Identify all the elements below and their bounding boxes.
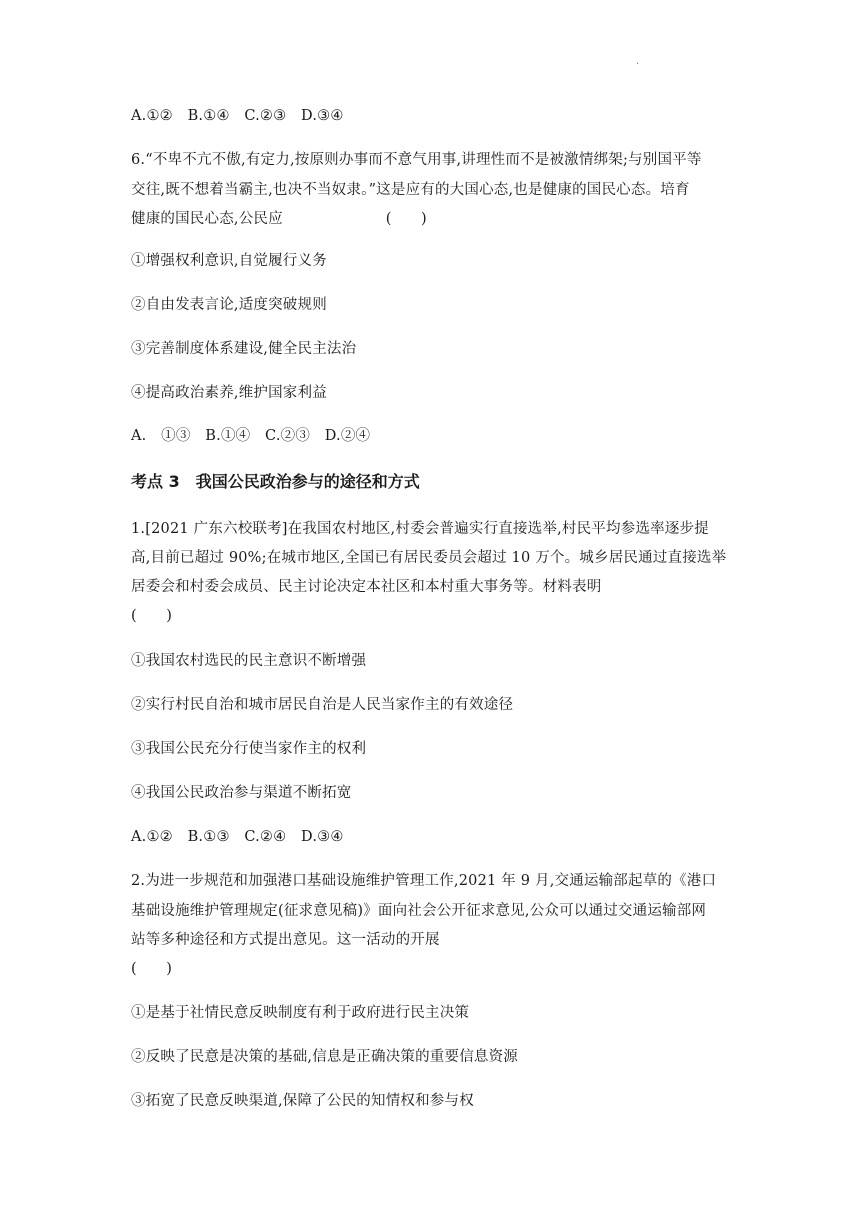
q6-item-1: ①增强权利意识,自觉履行义务: [131, 253, 327, 269]
q2-item-2: ②反映了民意是决策的基础,信息是正确决策的重要信息资源: [131, 1049, 519, 1065]
q1-item-3: ③我国公民充分行使当家作主的权利: [131, 741, 367, 757]
q6-stem-line-2: 交往,既不想着当霸主,也决不当奴隶。”这是应有的大国心态,也是健康的国民心态。培育: [131, 182, 690, 198]
q1-item-2: ②实行村民自治和城市居民自治是人民当家作主的有效途径: [131, 697, 514, 713]
q6-stem-line-3: 健康的国民心态,公民应 ( ): [131, 211, 427, 227]
q2-stem-line-3: 站等多种途径和方式提出意见。这一活动的开展: [131, 932, 440, 948]
q6-item-2: ②自由发表言论,适度突破规则: [131, 297, 327, 313]
q2-stem-line-2: 基础设施维护管理规定(征求意见稿)》面向社会公开征求意见,公众可以通过交通运输部网: [131, 903, 707, 919]
q1-item-1: ①我国农村选民的民主意识不断增强: [131, 653, 367, 669]
q1-stem-line-3: 居委会和村委会成员、民主讨论决定本社区和本村重大事务等。材料表明: [131, 579, 602, 595]
q2-item-3: ③拓宽了民意反映渠道,保障了公民的知情权和参与权: [131, 1093, 474, 1109]
q1-stem-line-2: 高,目前已超过 90%;在城市地区,全国已有居民委员会超过 10 万个。城乡居民通过直接选举: [131, 550, 727, 566]
q6-item-4: ④提高政治素养,维护国家利益: [131, 385, 327, 401]
q2-answer-blank: ( ): [131, 961, 173, 977]
q6-stem-line-1: 6.“不卑不亢不傲,有定力,按原则办事而不意气用事,讲理性而不是被激情绑架;与别国平等: [131, 152, 702, 168]
q1-options: A.①② B.①③ C.②④ D.③④: [131, 829, 344, 845]
q5-options: A.①② B.①④ C.②③ D.③④: [131, 108, 344, 124]
section-heading: 考点 3 我国公民政治参与的途径和方式: [131, 472, 420, 491]
q2-stem-line-1: 2.为进一步规范和加强港口基础设施维护管理工作,2021 年 9 月,交通运输部起草的《港口: [131, 873, 717, 889]
q1-answer-blank: ( ): [131, 608, 173, 624]
q6-options: A. ①③ B.①④ C.②③ D.②④: [131, 428, 371, 444]
header-mark: .: [636, 56, 640, 67]
q2-item-1: ①是基于社情民意反映制度有利于政府进行民主决策: [131, 1005, 470, 1021]
q6-item-3: ③完善制度体系建设,健全民主法治: [131, 341, 357, 357]
q1-item-4: ④我国公民政治参与渠道不断拓宽: [131, 785, 352, 801]
q1-stem-line-1: 1.[2021 广东六校联考]在我国农村地区,村委会普遍实行直接选举,村民平均参选率逐步提: [131, 521, 709, 537]
